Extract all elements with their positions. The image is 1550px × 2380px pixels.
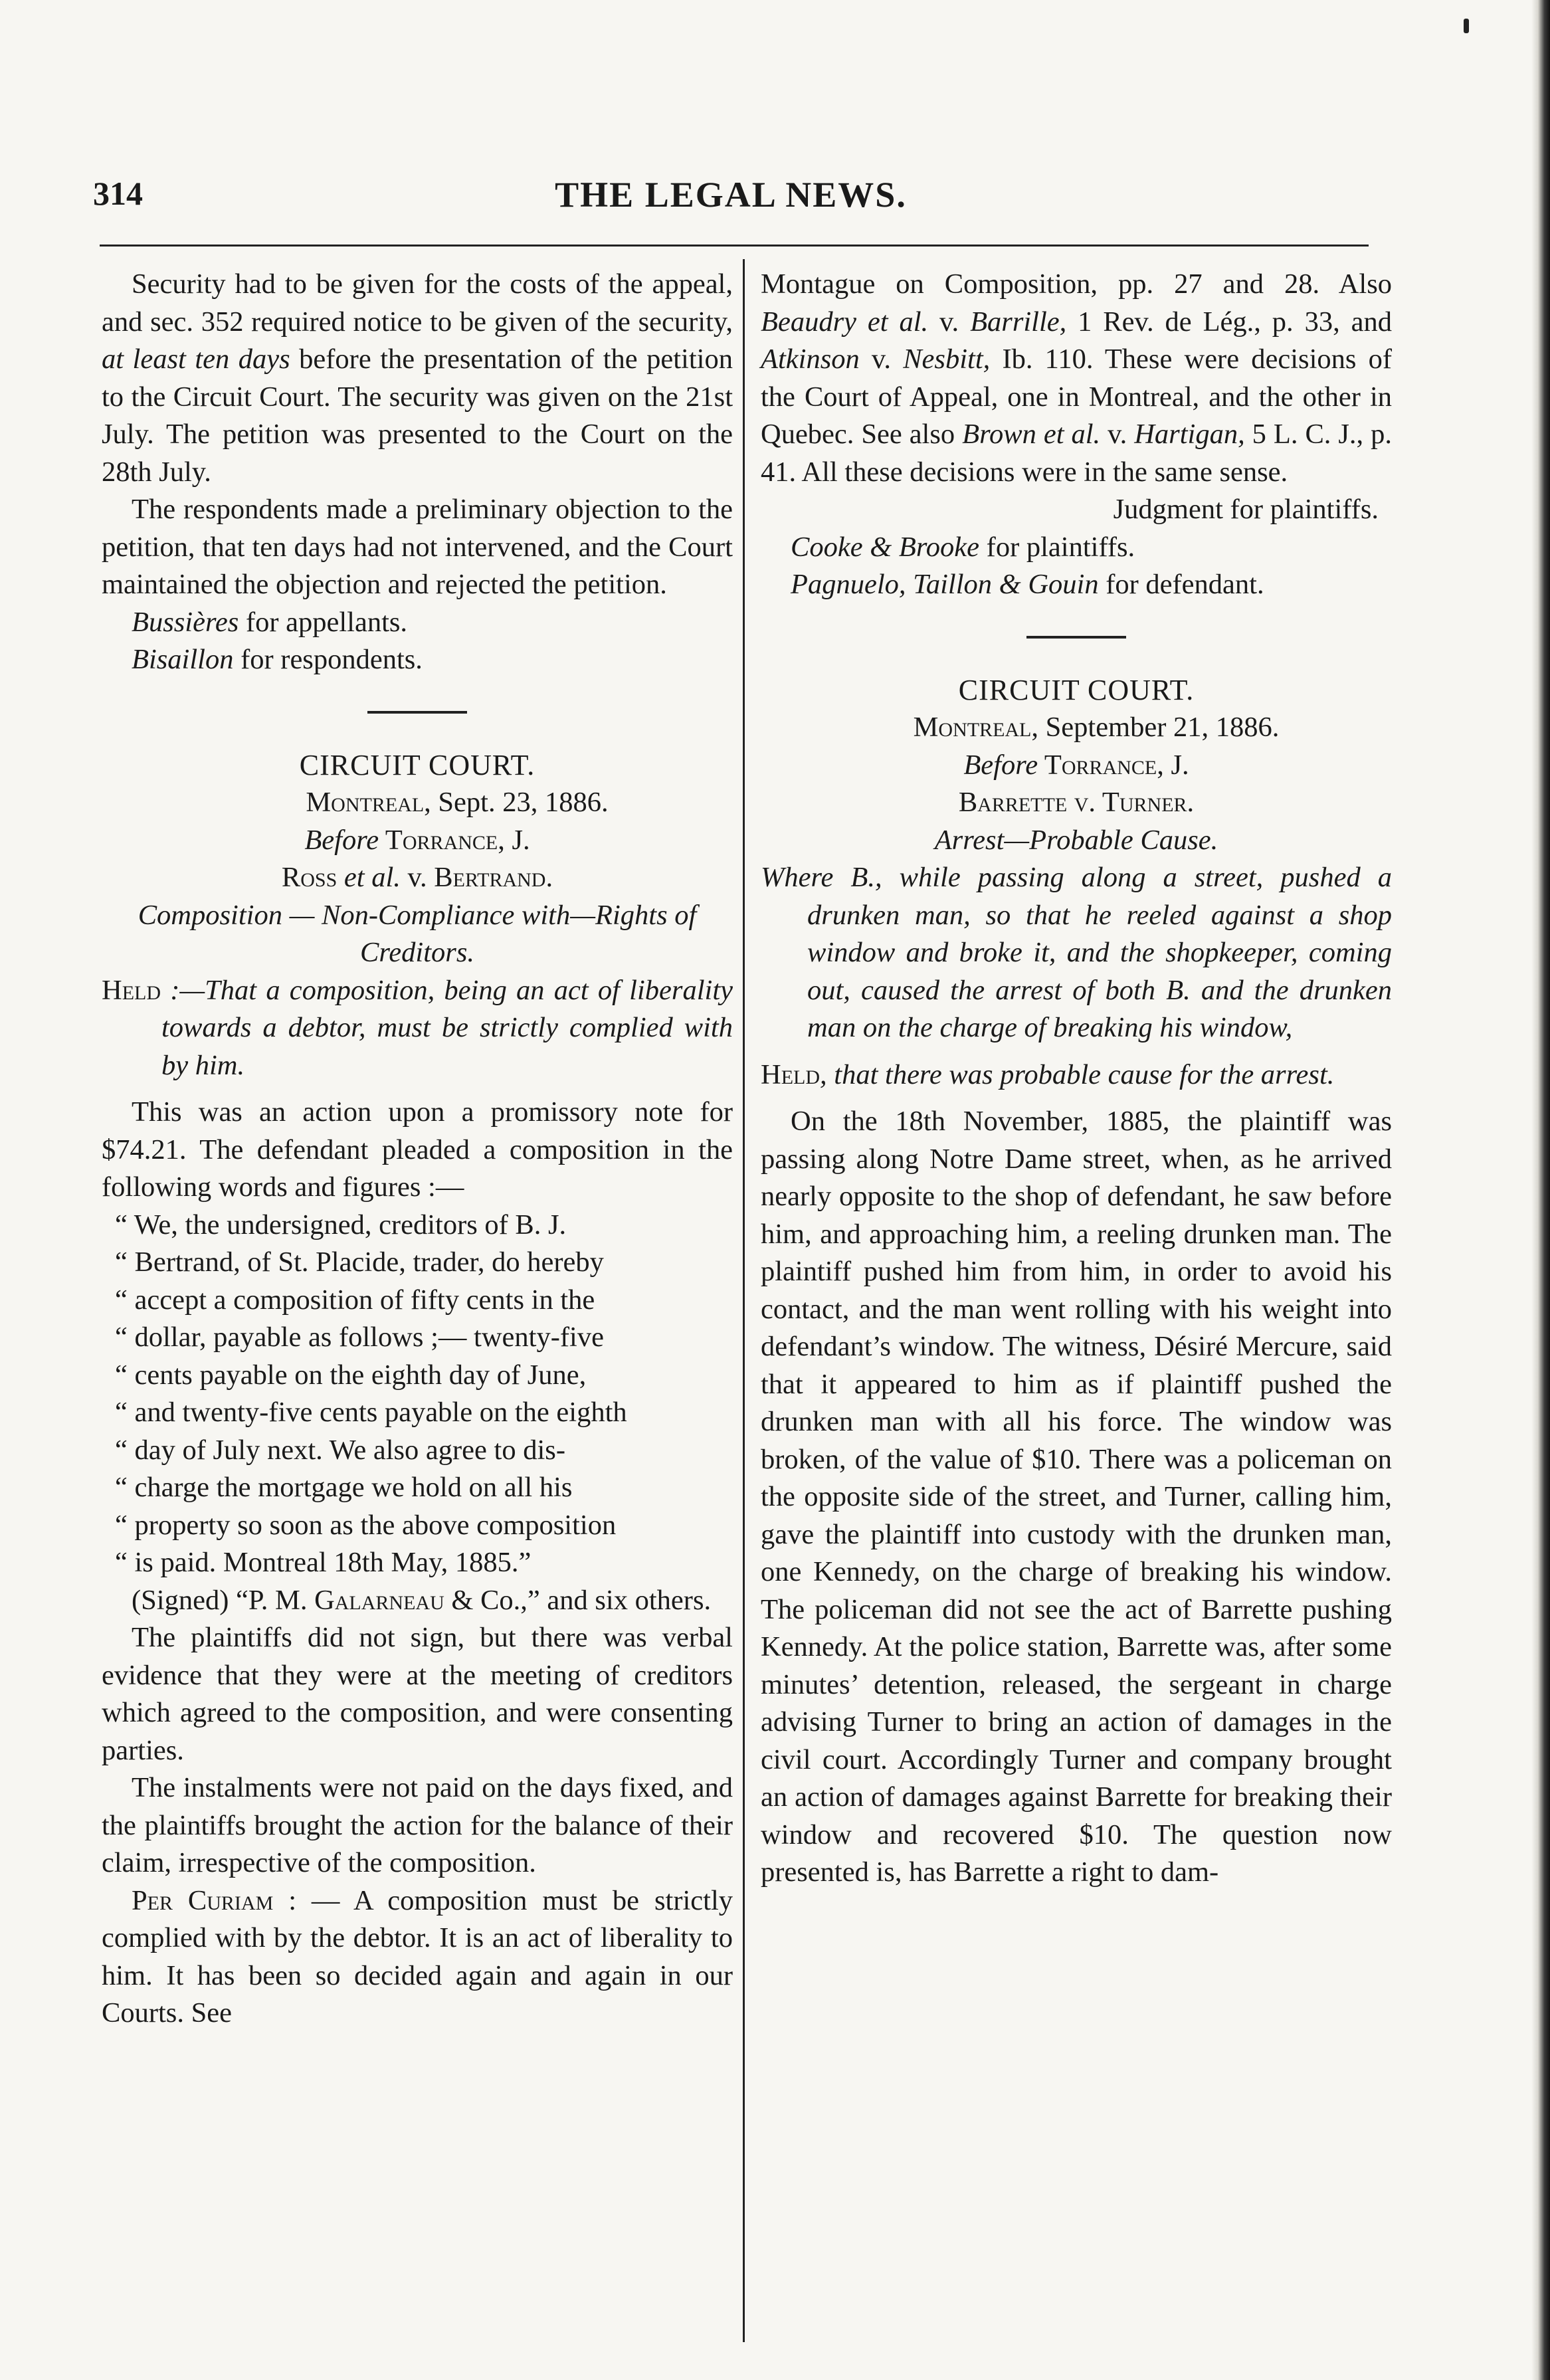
- column-divider: [743, 259, 745, 2342]
- judge-line: Before Torrance, J.: [963, 749, 1189, 781]
- court-heading: CIRCUIT COURT.: [958, 673, 1195, 706]
- signed-line: (Signed) “P. M. Galarneau & Co.,” and six others.: [132, 1584, 712, 1616]
- page-header: [93, 174, 1369, 227]
- where-summary: Where B., while passing along a street, pushed a drunken man, so that he reeled against a shop window and broke it, and the shopkeeper, coming out, caused the arrest of both B. and the drunken man on the charge of breaking his window,: [761, 862, 1392, 1043]
- court-date: Montreal, September 21, 1886.: [913, 712, 1280, 743]
- held-summary: Held :—That a composition, being an act of liberality towards a debtor, must be strictly complied with by him.: [102, 974, 733, 1081]
- quote-line: “ Bertrand, of St. Placide, trader, do hereby: [115, 1246, 604, 1278]
- paragraph: The respondents made a preliminary objection to the petition, that ten days had not intervened, and the Court maintained the objection and rejected the petition.: [102, 494, 733, 600]
- paragraph: Per Curiam : — A composition must be strictly complied with by the debtor. It is an act of liberality to him. It has been so decided again and again in our Courts. See: [102, 1884, 733, 2029]
- attorney-line: Bisaillon for respondents.: [132, 644, 423, 675]
- quote-line: “ is paid. Montreal 18th May, 1885.”: [115, 1547, 532, 1578]
- attorney-line: Cooke & Brooke for plaintiffs.: [791, 531, 1135, 563]
- court-heading: CIRCUIT COURT.: [299, 748, 535, 781]
- section-rule: [1026, 636, 1126, 639]
- left-column: [102, 266, 733, 2033]
- court-date: Montreal, Sept. 23, 1886.: [306, 787, 609, 818]
- quote-line: “ property so soon as the above composition: [115, 1509, 617, 1541]
- case-name: Ross et al. v. Bertrand.: [281, 862, 553, 893]
- right-column: [761, 266, 1392, 1892]
- paragraph: This was an action upon a promissory note for $74.21. The defendant pleaded a composition in the following words and figures :—: [102, 1096, 733, 1203]
- attorney-line: Pagnuelo, Taillon & Gouin for defendant.: [791, 569, 1264, 600]
- paragraph: Montague on Composition, pp. 27 and 28. Also Beaudry et al. v. Barrille, 1 Rev. de Lég., p. 33, and Atkinson v. Nesbitt, Ib. 110. These were decisions of the Court of Appeal, one in Montreal, and the other in Quebec. See also Brown et al. v. Hartigan, 5 L. C. J., p. 41. All these decisions were in the same sense.: [761, 268, 1393, 488]
- section-rule: [367, 711, 467, 714]
- judge-line: Before Torrance, J.: [304, 824, 530, 856]
- judgment-line: Judgment for plaintiffs.: [1113, 494, 1379, 525]
- page-number: 314: [93, 175, 143, 212]
- paragraph: The plaintiffs did not sign, but there was verbal evidence that they were at the meeting of creditors which agreed to the composition, and were consenting parties.: [102, 1622, 733, 1766]
- running-title: THE LEGAL NEWS.: [555, 175, 907, 215]
- quote-line: “ accept a composition of fifty cents in the: [115, 1284, 595, 1316]
- quote-line: “ dollar, payable as follows ;— twenty-five: [115, 1322, 604, 1353]
- case-subject: Composition — Non-Compliance with—Rights of Creditors.: [138, 899, 697, 968]
- paragraph: The instalments were not paid on the days fixed, and the plaintiffs brought the action for the balance of their claim, irrespective of the composition.: [102, 1772, 733, 1878]
- quote-line: “ cents payable on the eighth day of June,: [115, 1359, 587, 1391]
- ink-mark: [1464, 19, 1469, 33]
- quote-line: “ charge the mortgage we hold on all his: [115, 1472, 573, 1503]
- quote-line: “ and twenty-five cents payable on the eighth: [115, 1397, 627, 1428]
- attorney-line: Bussières for appellants.: [132, 606, 408, 638]
- paragraph: Security had to be given for the costs of the appeal, and sec. 352 required notice to be given of the security, at least ten days before the presentation of the petition to the Circuit Court. The security was given on the 21st July. The petition was presented to the Court on the 28th July.: [102, 268, 733, 488]
- header-rule: [100, 245, 1369, 247]
- case-name: Barrette v. Turner.: [958, 787, 1195, 818]
- page-edge-shadow: [1531, 0, 1550, 2380]
- held-summary: Held, that there was probable cause for the arrest.: [761, 1058, 1335, 1090]
- case-subject: Arrest—Probable Cause.: [934, 824, 1218, 856]
- quote-line: “ We, the undersigned, creditors of B. J.: [115, 1209, 567, 1240]
- paragraph: On the 18th November, 1885, the plaintiff was passing along Notre Dame street, when, as he arrived nearly opposite to the shop of defendant, he saw before him, and approaching him, a reeling drunken man. The plaintiff pushed him from him, in order to avoid his contact, and the man went rolling with his weight into defendant’s window. The witness, Désiré Mercure, said that it appeared to him as if plaintiff pushed the drunken man with all his force. The window was broken, of the value of $10. There was a policeman on the opposite side of the street, and Turner, calling him, gave the plaintiff into custody with the drunken man, one Kennedy, on the charge of breaking his window. The policeman did not see the act of Barrette pushing Kennedy. At the police station, Barrette was, after some minutes’ detention, released, the sergeant in charge advising Turner to bring an action of damages in the civil court. Accordingly Turner and company brought an action of damages against Barrette for breaking their window and recovered $10. The question now presented is, has Barrette a right to dam-: [761, 1106, 1392, 1888]
- quote-line: “ day of July next. We also agree to dis-: [115, 1434, 565, 1466]
- composition-quote: [102, 1207, 733, 1582]
